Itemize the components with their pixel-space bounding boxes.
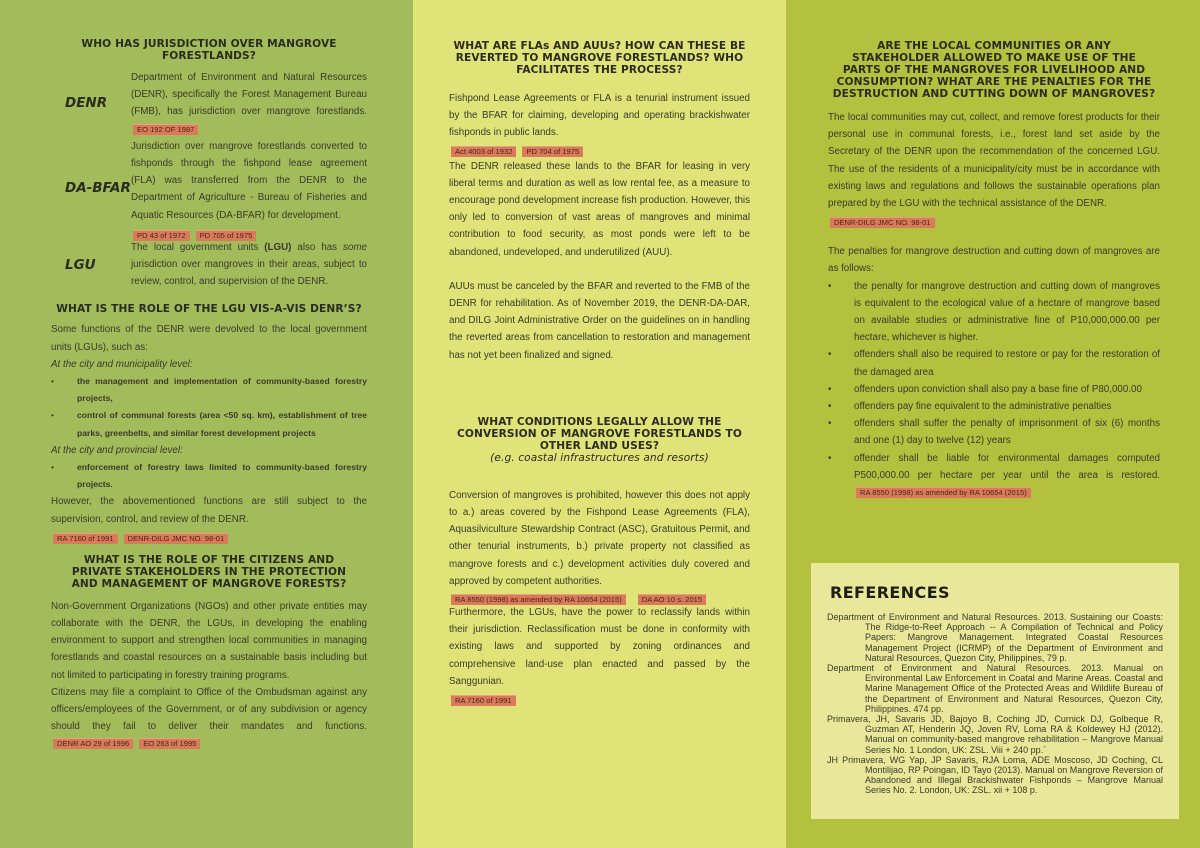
fla-auu-body: Fishpond Lease Agreements or FLA is a tenurial instrument issued by the BFAR for claiming, developing and operating brackishwater fishponds in public lands. Act 4003 of 1932 PD 704 of 1975 The DENR released these lands to the BFAR for leasing in very liberal terms and duration as well as low rental fee, as a measure to encourage pond development increase fish production. However, this only led to conversion of vast areas of mangroves and minimal contribution to food security, as most ponds were left to be abandoned, undeveloped, and underutilized (AUU). AUUs must be canceled by the BFAR and reverted to the FMB of the DENR for rehabilitation. As of November 2019, the DENR-DA-DAR, and DILG Joint Administrative Order on the guidelines on in handling the reverted areas from cancellation to restoration and management has not yet been finalized and signed.	[449, 93, 750, 361]
conversion-heading: WHAT CONDITIONS LEGALLY ALLOW THE CONVERSION OF MANGROVE FORESTLANDS TO OTHER LAND USES? (e.g. coastal infrastructures and resorts)	[449, 416, 750, 464]
column-middle	[413, 0, 786, 848]
agency-lgu	[51, 239, 367, 291]
reference-item: JH Primavera, WG Yap, JP Savaris, RJA Loma, ADE Moscoso, JD Coching, CL Montilijao, RP Poingan, ID Tayo (2013). Manual on Mangrove Reversion of Abandoned and Illegal Brackishwater Fishponds – Mangrove Manual Series No. 2. London, UK: ZSL. xii + 108 p.	[827, 754, 1163, 796]
list-item: • the penalty for mangrove destruction and cutting down of mangroves is equivalent to the ecological value of a hectare of mangrove based on available studies or administrative fine of P10,000,000.00 per hectare, whichever is higher.	[828, 278, 1160, 347]
law-tag: RA 8550 (1998) as amended by RA 10654 (2015)	[856, 487, 1031, 498]
column-left	[0, 0, 413, 848]
penalties-list	[828, 278, 1160, 502]
agency-label: DENR	[65, 95, 108, 112]
law-tag: PD 43 of 1972	[133, 230, 190, 241]
lgu-role-heading: WHAT IS THE ROLE OF THE LGU VIS-A-VIS DENR’S?	[56, 303, 362, 316]
lgu-role-body: Some functions of the DENR were devolved to the local government units (LGUs), such as: At the city and municipality level: • the management and implementation of community-based forestry projects, • control of communal forests (area <50 sq. km), establishment of tree parks, greenbelts, and similar forest development projects At the city and provincial level: • enforcement of forestry laws limited to community-based forestry projects. However, the abovementioned functions are still subject to the supervision, control, and review of the DENR. RA 7160 of 1991 DENR-DILG JMC NO. 98-01	[51, 321, 367, 541]
list-item: • offenders pay fine equivalent to the administrative penalties	[828, 398, 1160, 415]
law-tag: RA 7160 of 1991	[451, 695, 516, 706]
law-tag: DENR AO 29 of 1996	[53, 738, 133, 749]
law-tag: Act 4003 of 1932	[451, 146, 516, 157]
agency-label: LGU	[65, 256, 96, 273]
agency-dabfar	[51, 138, 367, 239]
law-tag: EO 263 of 1995	[139, 738, 200, 749]
reference-item: Primavera, JH, Savaris JD, Bajoyo B, Coching JD, Curnick DJ, Golbeque R, Guzman AT, Henderin JQ, Joven RV, Loma RA & Koldewey HJ (2012). Manual on community-based mangrove rehabilitation – Mangrove Manual Series No. 1 London, UK: ZSL. Viii + 240 pp.`	[827, 714, 1163, 755]
law-tag: PD 704 of 1975	[522, 146, 583, 157]
conversion-body: Conversion of mangroves is prohibited, however this does not apply to a.) areas covered by the Fishpond Lease Agreements (FLA), Aquasilviculture Stewardship Contract (ASC), Gratuitous Permit, and other tenurial instruments, b.) private property not classified as mangrove forests and c.) development activities duly covered and approved by competent authorities. RA 8550 (1998) as amended by RA 10654 (2015) DA AO 10 s. 2015 Furthermore, the LGUs, have the power to reclassify lands within their jurisdiction. Reclassification must be done in conformity with existing laws and supported by zoning ordinances and comprehensive land-use plan enacted and passed by the Sanggunian. RA 7160 of 1991	[449, 489, 750, 706]
agency-label: DA-BFAR	[65, 180, 131, 197]
reference-item: Department of Environment and Natural Resources. 2013. Manual on Environmental Law Enforcement in Coatal and Marine Areas. Coastal and Marine Management Office of the Protected Areas and Wildlife Bureau of the Department of Environment and Natural Resources, Quezon City, Philippines. 474 pp.	[827, 663, 1163, 714]
law-tag: DENR-DILG JMC NO. 98-01	[124, 533, 229, 544]
agency-text: Jurisdiction over mangrove forestlands converted to fishponds through the fishpond lease agreement (FLA) was transferred from the DENR to the Department of Agriculture - Bureau of Fisheries and Aquatic Resources (DA-BFAR) for development.	[131, 140, 367, 221]
references-heading: REFERENCES	[830, 583, 950, 602]
usage-penalties-heading: ARE THE LOCAL COMMUNITIES OR ANY STAKEHOLDER ALLOWED TO MAKE USE OF THE PARTS OF THE MANGROVES FOR LIVELIHOOD AND CONSUMPTION? WHAT ARE THE PENALTIES FOR THE DESTRUCTION AND CUTTING DOWN OF MANGROVES?	[832, 40, 1156, 100]
list-item: • control of communal forests (area <50 sq. km), establishment of tree parks, greenbelts, and similar forest development projects	[51, 407, 367, 441]
agency-list	[51, 69, 367, 290]
list-item: • offenders upon conviction shall also pay a base fine of P80,000.00	[828, 381, 1160, 398]
list-item: • enforcement of forestry laws limited to community-based forestry projects.	[51, 459, 367, 493]
city-provincial-list	[51, 459, 367, 493]
fla-auu-heading: WHAT ARE FLAs AND AUUs? HOW CAN THESE BE REVERTED TO MANGROVE FORESTLANDS? WHO FACILITATES THE PROCESS?	[453, 40, 746, 76]
list-item: • the management and implementation of community-based forestry projects,	[51, 373, 367, 407]
agency-text: The local government units (LGU) also has some jurisdiction over mangroves in their areas, subject to review, control, and supervision of the DENR.	[131, 241, 367, 288]
city-municipality-list	[51, 373, 367, 442]
list-item: • offenders shall also be required to restore or pay for the restoration of the damaged area	[828, 346, 1160, 380]
law-tag: RA 7160 of 1991	[53, 533, 118, 544]
citizens-role-body: Non-Government Organizations (NGOs) and other private entities may collaborate with the DENR, the LGUs, in developing the enabling environment to support and strengthen local communities in managing forestlands and coastal resources on a sustainable basis including but not limited to participating in forestry training programs. Citizens may file a complaint to Office of the Ombudsman against any officers/employees of the Government, or of any subdivision or agency should they fail to deliver their mandates and functions. DENR AO 29 of 1996 EO 263 of 1995	[51, 600, 367, 749]
conversion-subtitle: (e.g. coastal infrastructures and resorts)	[490, 451, 709, 464]
law-tag: DENR-DILG JMC NO. 98-01	[830, 217, 935, 228]
jurisdiction-heading: WHO HAS JURISDICTION OVER MANGROVE FORESTLANDS?	[81, 38, 337, 62]
law-tag: EO 192 OF 1987	[133, 124, 198, 135]
references-box	[811, 563, 1179, 819]
list-item: • offenders shall suffer the penalty of imprisonment of six (6) months and one (1) day to twelve (12) years	[828, 415, 1160, 449]
law-tag: PD 705 of 1975	[196, 230, 257, 241]
agency-denr	[51, 69, 367, 138]
usage-penalties-body: The local communities may cut, collect, and remove forest products for their personal use in communal forests, i.e., forest land set aside by the Secretary of the DENR upon the recommendation of the concerned LGU. The use of the residents of a municipality/city must be in accordance with existing laws and regulations and follows the sustainable operations plan prepared by the LGU with the technical assistance of the DENR. DENR-DILG JMC NO. 98-01 The penalties for mangrove destruction and cutting down of mangroves are as follows: • the penalty for mangrove destruction and cutting down of mangroves is equivalent to the ecological value of a hectare of mangrove based on available studies or administrative fine of P10,000,000.00 per hectare, whichever is higher. • offenders shall also be required to restore or pay for the restoration of the damaged area • offenders upon conviction shall also pay a base fine of P80,000.00 • offenders pay fine equivalent to the administrative penalties • offenders shall suffer the penalty of imprisonment of six (6) months and one (1) day to twelve (12) years • offender shall be liable for environmental damages computed P500,000.00 per hectare per year until the area is restored. RA 8550 (1998) as amended by RA 10654 (2015)	[828, 109, 1160, 501]
law-tag: RA 8550 (1998) as amended by RA 10654 (2015)	[451, 594, 626, 605]
list-item: • offender shall be liable for environmental damages computed P500,000.00 per hectare per year until the area is restored. RA 8550 (1998) as amended by RA 10654 (2015)	[828, 450, 1160, 502]
reference-item: Department of Environment and Natural Resources. 2013. Sustaining our Coasts: The Ridge-to-Reef Approach -- A Compilation of Technical and Policy Papers: Mangrove Management. Integrated Coastal Resources Management Project (ICRMP) of the Department of Environment and Natural Resources, Quezon City, Philippines, 79 p.	[827, 612, 1163, 663]
agency-text: Department of Environment and Natural Resources (DENR), specifically the Forest Management Bureau (FMB), has jurisdiction over mangrove forestlands.EO 192 OF 1987	[131, 72, 367, 134]
citizens-role-heading: WHAT IS THE ROLE OF THE CITIZENS AND PRIVATE STAKEHOLDERS IN THE PROTECTION AND MANAGEMENT OF MANGROVE FORESTS?	[71, 553, 347, 590]
law-tag: DA AO 10 s. 2015	[638, 594, 706, 605]
